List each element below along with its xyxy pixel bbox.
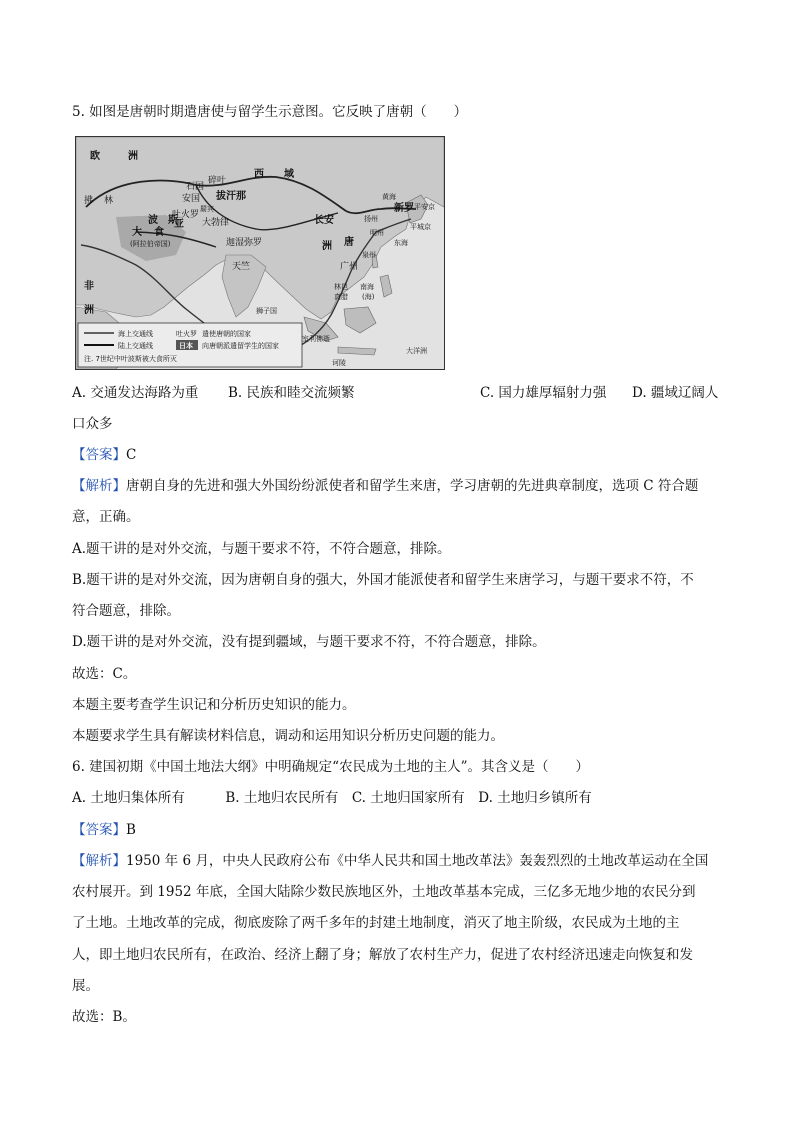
- q6-analysis-text-1: 1950 年 6 月，中央人民政府公布《中华人民共和国土地改革法》轰轰烈烈的土地改革运动在全国: [126, 853, 709, 869]
- q6-stem: 6. 建国初期《中国土地法大纲》中明确规定“农民成为土地的主人”。其含义是（ ）: [72, 759, 589, 775]
- map-legend: [78, 323, 302, 367]
- q5-note-1: 本题主要考查学生识记和分析历史知识的能力。: [72, 697, 356, 713]
- tang-envoy-map: [75, 136, 445, 370]
- q5-answer: [72, 445, 136, 465]
- q6-choose: 故选：B。: [72, 1009, 136, 1025]
- map-label-asia: 洲: [322, 241, 332, 252]
- q5-option-a: A. 交通发达海路为重: [72, 385, 199, 401]
- map-label-quanzhou: 泉州: [362, 251, 376, 259]
- map-label-helingga: 诃陵: [332, 359, 346, 367]
- map-label-kabul: 罽宾: [200, 205, 214, 213]
- map-label-arab-note: (阿拉伯帝国): [130, 240, 171, 248]
- map-label-byzantium1: 拂: [84, 196, 94, 206]
- map-label-europe2: 洲: [128, 151, 138, 162]
- map-label-arab3: 亚: [174, 219, 184, 230]
- map-label-tokharistan: 吐火罗: [172, 210, 200, 220]
- q5-option-c: C. 国力雄厚辐射力强: [480, 385, 607, 401]
- q5-b-line-1: B.题干讲的是对外交流，因为唐朝自身的强大，外国才能派使者和留学生来唐学习，与题干要求不符，不: [72, 572, 694, 588]
- legend-envoy-sample: 吐火罗: [176, 330, 197, 338]
- map-label-zhenla: 真腊: [334, 293, 348, 301]
- map-label-nara: 平城京: [410, 223, 431, 231]
- map-label-suiye: 碎叶: [208, 176, 227, 186]
- map-label-silla: 新罗: [394, 203, 414, 214]
- map-label-kashmir: 迦湿弥罗: [226, 238, 263, 248]
- map-label-arab1: 大: [132, 227, 142, 238]
- q6-answer: [72, 820, 136, 840]
- q5-answer-value: C: [126, 447, 137, 463]
- q6-analysis-tag: 【解析】: [72, 853, 126, 869]
- q5-option-d-cont: 口众多: [72, 416, 113, 432]
- legend-land-route: 陆上交通线: [118, 342, 153, 350]
- q5-analysis-1: [72, 476, 698, 496]
- q6-analysis-5: 展。: [72, 978, 99, 994]
- q6-analysis-4: 人，即土地归农民所有，在政治、经济上翻了身；解放了农村生产力，促进了农村经济迅速走向恢复和发: [72, 947, 693, 963]
- map-label-yellow-sea: 黄海: [382, 193, 396, 201]
- q5-analysis-tag: 【解析】: [72, 478, 126, 494]
- q5-stem: 5. 如图是唐朝时期遣唐使与留学生示意图。它反映了唐朝（ ）: [72, 104, 468, 120]
- q6-analysis-3: 了土地。土地改革的完成，彻底废除了两千多年的封建土地制度，消灭了地主阶级，农民成为土地的主: [72, 915, 680, 931]
- map-label-tang: 唐: [344, 237, 354, 248]
- q6-options: A. 土地归集体所有 B. 土地归农民所有 C. 土地归国家所有 D. 土地归乡镇所有: [72, 790, 592, 806]
- legend-student-sample: 日本: [179, 342, 193, 350]
- q5-analysis-text-1: 唐朝自身的先进和强大外国纷纷派使者和留学生来唐，学习唐朝的先进典章制度，选项 C 符合题: [126, 478, 699, 494]
- q6-answer-tag: 【答案】: [72, 822, 126, 838]
- map-label-sugdiana: 拔汗那: [216, 191, 246, 202]
- q6-analysis-1: [72, 851, 708, 871]
- map-label-persia: 波 斯: [148, 215, 178, 226]
- map-label-yangzhou: 扬州: [364, 215, 378, 223]
- map-label-bukhara: 安国: [182, 194, 201, 204]
- q5-b-line-2: 符合题意，排除。: [72, 603, 180, 619]
- map-label-africa1: 非: [84, 281, 94, 292]
- map-label-transoxiana: 大勃律: [202, 218, 230, 228]
- q5-option-b: B. 民族和睦交流频繁: [228, 385, 355, 401]
- q5-option-d: D. 疆域辽阔人: [632, 385, 719, 401]
- map-label-linyi: 林邑: [334, 283, 348, 291]
- map-label-arab2: 食: [154, 227, 164, 238]
- q5-a-line: A.题干讲的是对外交流，与题干要求不符，不符合题意，排除。: [72, 541, 451, 557]
- map-label-western-regions: 西 域: [254, 169, 294, 180]
- map-label-mingzhou: 明州: [370, 229, 384, 237]
- q5-d-line: D.题干讲的是对外交流，没有提到疆域，与题干要求不符，不符合题意，排除。: [72, 634, 546, 650]
- map-label-shilifoshi: 室利佛逝: [302, 335, 330, 343]
- legend-envoy-text: 遣使唐朝的国家: [202, 330, 251, 338]
- map-label-heian: 平安京: [414, 203, 435, 211]
- map-label-guangzhou: 广州: [340, 262, 359, 272]
- legend-sea-route: 海上交通线: [118, 330, 153, 338]
- map-label-south-sea: 南海: [360, 283, 374, 291]
- map-label-tianzhu: 天竺: [232, 262, 251, 272]
- map-label-africa2: 洲: [84, 305, 94, 316]
- q5-analysis-2: 意，正确。: [72, 509, 140, 525]
- map-label-shizi: 狮子国: [256, 307, 277, 315]
- legend-note: 注. 7世纪中叶波斯被大食所灭: [84, 355, 177, 363]
- legend-student-text: 向唐朝派遣留学生的国家: [202, 342, 279, 350]
- q5-answer-tag: 【答案】: [72, 447, 126, 463]
- map-label-tashkent: 石国: [186, 182, 205, 192]
- map-label-changan: 长安: [314, 215, 334, 226]
- map-label-ocean: (海): [362, 293, 375, 301]
- map-label-east-sea: 东海: [394, 239, 408, 247]
- q5-note-2: 本题要求学生具有解读材料信息，调动和运用知识分析历史问题的能力。: [72, 728, 504, 744]
- q6-answer-value: B: [126, 822, 136, 838]
- q6-analysis-2: 农村展开。到 1952 年底，全国大陆除少数民族地区外，土地改革基本完成，三亿多无地少地的农民分到: [72, 884, 696, 900]
- q5-choose: 故选：C。: [72, 666, 137, 682]
- map-label-byzantium2: 林: [104, 196, 114, 206]
- map-label-pacific: 大洋洲: [406, 347, 427, 355]
- map-label-europe: 欧: [90, 151, 100, 162]
